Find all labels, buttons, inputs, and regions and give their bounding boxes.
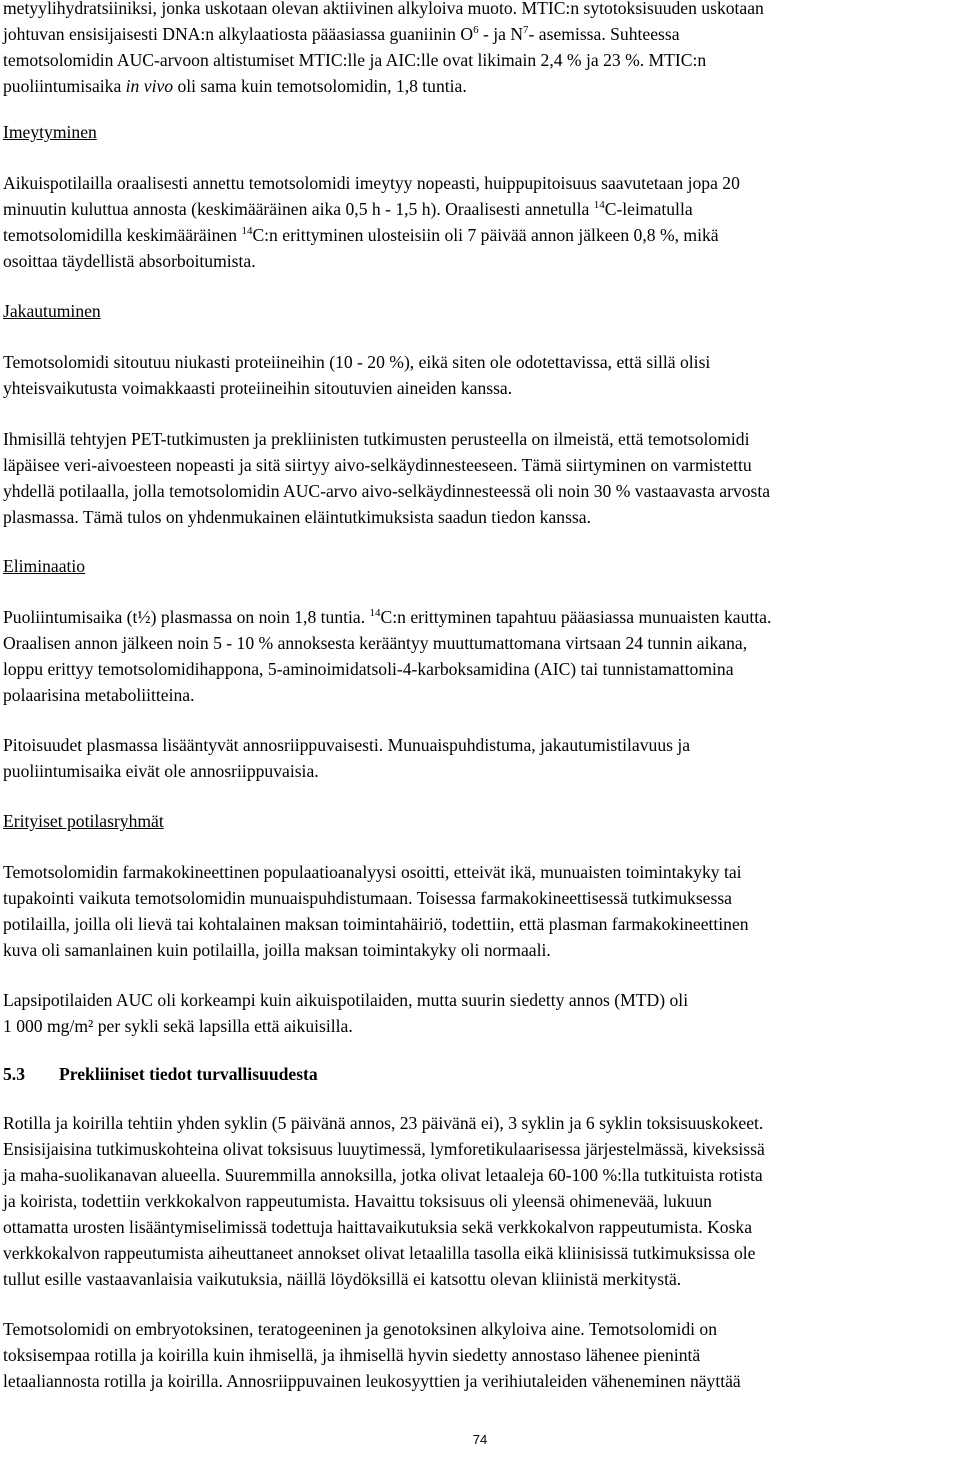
heading-imeytyminen: Imeytyminen [3,122,97,142]
text-line: yhdellä potilaalla, jolla temotsolomidin AUC-arvo aivo-selkäydinnesteessä oli noin 30 % vastaavasta arvosta [3,481,771,501]
jakautuminen-paragraph-2 [3,426,958,530]
text-line: verkkokalvon rappeutumista aiheuttaneet annokset olivat letaalilla tasolla eikä kliinisissä tutkimuksissa ole [3,1243,756,1263]
superscript: 14 [593,199,605,211]
heading-jakautuminen: Jakautuminen [3,301,101,321]
text-line: - asemissa. Suhteessa [528,24,680,44]
text-line: ottamatta urosten lisääntymiselimissä todettuja haittavaikutuksia sekä verkkokalvon rappeutumista. Koska [3,1217,753,1237]
text-line: Oraalisen annon jälkeen noin 5 - 10 % annoksesta kerääntyy muuttumattomana virtsaan 24 tunnin aikana, [3,633,748,653]
section-5-3-heading [3,1061,958,1087]
text-line: tullut esille vastaavanlaisia vaikutuksia, näillä löydöksillä ei katsottu olevan kliinistä merkitystä. [3,1269,682,1289]
text-line: Puoliintumisaika (t½) plasmassa on noin 1,8 tuntia. [3,607,370,627]
text-line: ja koirista, todettiin verkkokalvon rappeutumista. Havaittu toksisuus oli yleensä ohimenevää, lukuun [3,1191,712,1211]
text-line: Aikuispotilailla oraalisesti annettu temotsolomidi imeytyy nopeasti, huippupitoisuus saavutetaan jopa 20 [3,173,740,193]
text-line: Ihmisillä tehtyjen PET-tutkimusten ja prekliinisten tutkimusten perusteella on ilmeistä, että temotsolomidi [3,429,750,449]
page-number: 74 [472,1432,488,1447]
section-5-3-paragraph-1 [3,1110,958,1292]
text-line: temotsolomidin AUC-arvoon altistumiset MTIC:lle ja AIC:lle ovat likimain 2,4 % ja 23 %. MTIC:n [3,50,707,70]
text-line: Lapsipotilaiden AUC oli korkeampi kuin aikuispotilaiden, mutta suurin siedetty annos (MTD) oli [3,990,689,1010]
text-line: läpäisee veri-aivoesteen nopeasti ja sitä siirtyy aivo-selkäydinnesteeseen. Tämä siirtyminen on varmistettu [3,455,752,475]
text-line: Rotilla ja koirilla tehtiin yhden syklin (5 päivänä annos, 23 päivänä ei), 3 syklin ja 6 syklin toksisuuskokeet. [3,1113,764,1133]
section-title: Prekliiniset tiedot turvallisuudesta [59,1064,318,1084]
text-line: osoittaa täydellistä absorboitumista. [3,251,256,271]
erityiset-paragraph-2 [3,987,958,1039]
text-line: johtuvan ensisijaisesti DNA:n alkylaatiosta pääasiassa guaniinin O [3,24,474,44]
superscript: 6 [473,24,479,36]
intro-paragraph [3,0,958,99]
text-line: potilailla, joilla oli lievä tai kohtalainen maksan toimintahäiriö, todettiin, että plasman farmakokineettinen [3,914,749,934]
jakautuminen-paragraph-1 [3,349,958,401]
imeytyminen-paragraph [3,170,958,274]
text-line: loppu erittyy temotsolomidihappona, 5-aminoimidatsoli-4-karboksamidina (AIC) tai tunnistamattomina [3,659,734,679]
text-line: minuutin kuluttua annosta (keskimääräinen aika 0,5 h - 1,5 h). Oraalisesti annetulla [3,199,594,219]
text-line: - ja N [478,24,524,44]
text-line: puoliintumisaika [3,76,126,96]
heading-eliminaatio: Eliminaatio [3,556,86,576]
text-line: ja maha-suolikanavan alueella. Suuremmilla annoksilla, jotka olivat letaaleja 60-100 %:lla tutkituista rotista [3,1165,763,1185]
text-line: plasmassa. Tämä tulos on yhdenmukainen eläintutkimuksista saadun tiedon kanssa. [3,507,591,527]
erityiset-paragraph-1 [3,859,958,963]
superscript: 14 [241,225,253,237]
heading-erityiset-potilasryhmat: Erityiset potilasryhmät [3,811,164,831]
text-line: Temotsolomidi on embryotoksinen, teratogeeninen ja genotoksinen alkyloiva aine. Temotsolomidi on [3,1319,718,1339]
text-line: C-leimatulla [604,199,693,219]
text-line: C:n erittyminen ulosteisiin oli 7 päivää annon jälkeen 0,8 %, mikä [252,225,719,245]
text-line: puoliintumisaika eivät ole annosriippuvaisia. [3,761,319,781]
text-line: yhteisvaikutusta voimakkaasti proteiineihin sitoutuvien aineiden kanssa. [3,378,513,398]
text-line: Temotsolomidi sitoutuu niukasti proteiineihin (10 - 20 %), eikä siten ole odotettavissa, että sillä olisi [3,352,711,372]
text-line: Temotsolomidin farmakokineettinen populaatioanalyysi osoitti, etteivät ikä, munuaisten toimintakyky tai [3,862,742,882]
eliminaatio-paragraph-1 [3,604,958,708]
italic-term: in vivo [125,76,174,96]
superscript: 7 [523,24,529,36]
text-line: 1 000 mg/m² per sykli sekä lapsilla että aikuisilla. [3,1016,353,1036]
text-line: Ensisijaisina tutkimuskohteina olivat toksisuus luuytimessä, lymforetikulaarisessa järjestelmässä, kiveksissä [3,1139,765,1159]
text-line: C:n erittyminen tapahtuu pääasiassa munuaisten kautta. [380,607,772,627]
text-line: toksisempaa rotilla ja koirilla kuin ihmisellä, ja ihmisellä hyvin siedetty annostaso lähenee pienintä [3,1345,701,1365]
text-line: oli sama kuin temotsolomidin, 1,8 tuntia. [173,76,467,96]
eliminaatio-paragraph-2 [3,732,958,784]
text-line: kuva oli samanlainen kuin potilailla, joilla maksan toimintakyky oli normaali. [3,940,551,960]
text-line: tupakointi vaikuta temotsolomidin munuaispuhdistumaan. Toisessa farmakokineettisessä tutkimuksessa [3,888,732,908]
section-number: 5.3 [3,1064,25,1084]
text-line: Pitoisuudet plasmassa lisääntyvät annosriippuvaisesti. Munuaispuhdistuma, jakautumistilavuus ja [3,735,691,755]
text-line: metyylihydratsiiniksi, jonka uskotaan olevan aktiivinen alkyloiva muoto. MTIC:n sytotoksisuuden uskotaan [3,0,764,18]
superscript: 14 [369,607,381,619]
section-5-3-paragraph-2 [3,1316,958,1394]
text-line: temotsolomidilla keskimääräinen [3,225,242,245]
text-line: letaaliannosta rotilla ja koirilla. Annosriippuvainen leukosyyttien ja verihiutaleiden väheneminen näyttää [3,1371,741,1391]
text-line: polaarisina metaboliitteina. [3,685,195,705]
